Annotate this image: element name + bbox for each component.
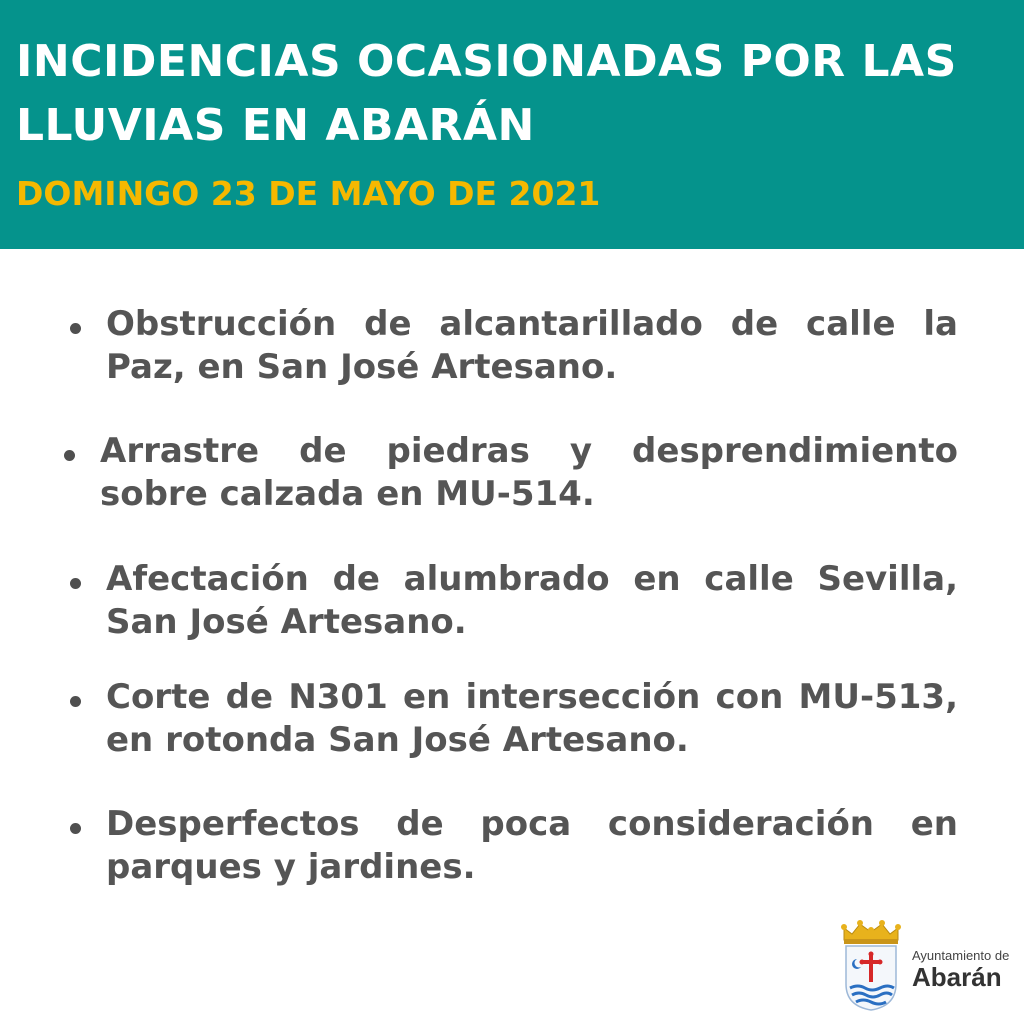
logo-caption: Ayuntamiento de: [912, 948, 1010, 963]
list-item: [66, 803, 958, 903]
bullet-icon: [64, 450, 75, 461]
bullet-icon: [70, 696, 81, 707]
list-item: [66, 558, 958, 658]
coat-of-arms-icon: [838, 920, 904, 1012]
bullet-icon: [70, 323, 81, 334]
incident-text: Obstrucción de alcantarillado de calle la Paz, en San José Artesano.: [106, 304, 958, 387]
logo-name: Abarán: [912, 962, 1002, 992]
list-item: [66, 303, 958, 403]
header-banner: [0, 0, 1024, 249]
incident-text: Afectación de alumbrado en calle Sevilla, San José Artesano.: [106, 559, 958, 642]
incident-text: Corte de N301 en intersección con MU-513, en rotonda San José Artesano.: [106, 677, 958, 760]
municipality-logo: [838, 920, 1018, 1012]
list-item: [66, 676, 958, 776]
date-subtitle: DOMINGO 23 DE MAYO DE 2021: [16, 174, 601, 213]
bullet-icon: [70, 578, 81, 589]
incident-text: Desperfectos de poca consideración en parques y jardines.: [106, 804, 958, 887]
list-item: [60, 430, 958, 530]
incident-text: Arrastre de piedras y desprendimiento sobre calzada en MU-514.: [100, 431, 958, 514]
page-title: INCIDENCIAS OCASIONADAS POR LAS LLUVIAS EN ABARÁN: [16, 36, 957, 151]
bullet-icon: [70, 823, 81, 834]
